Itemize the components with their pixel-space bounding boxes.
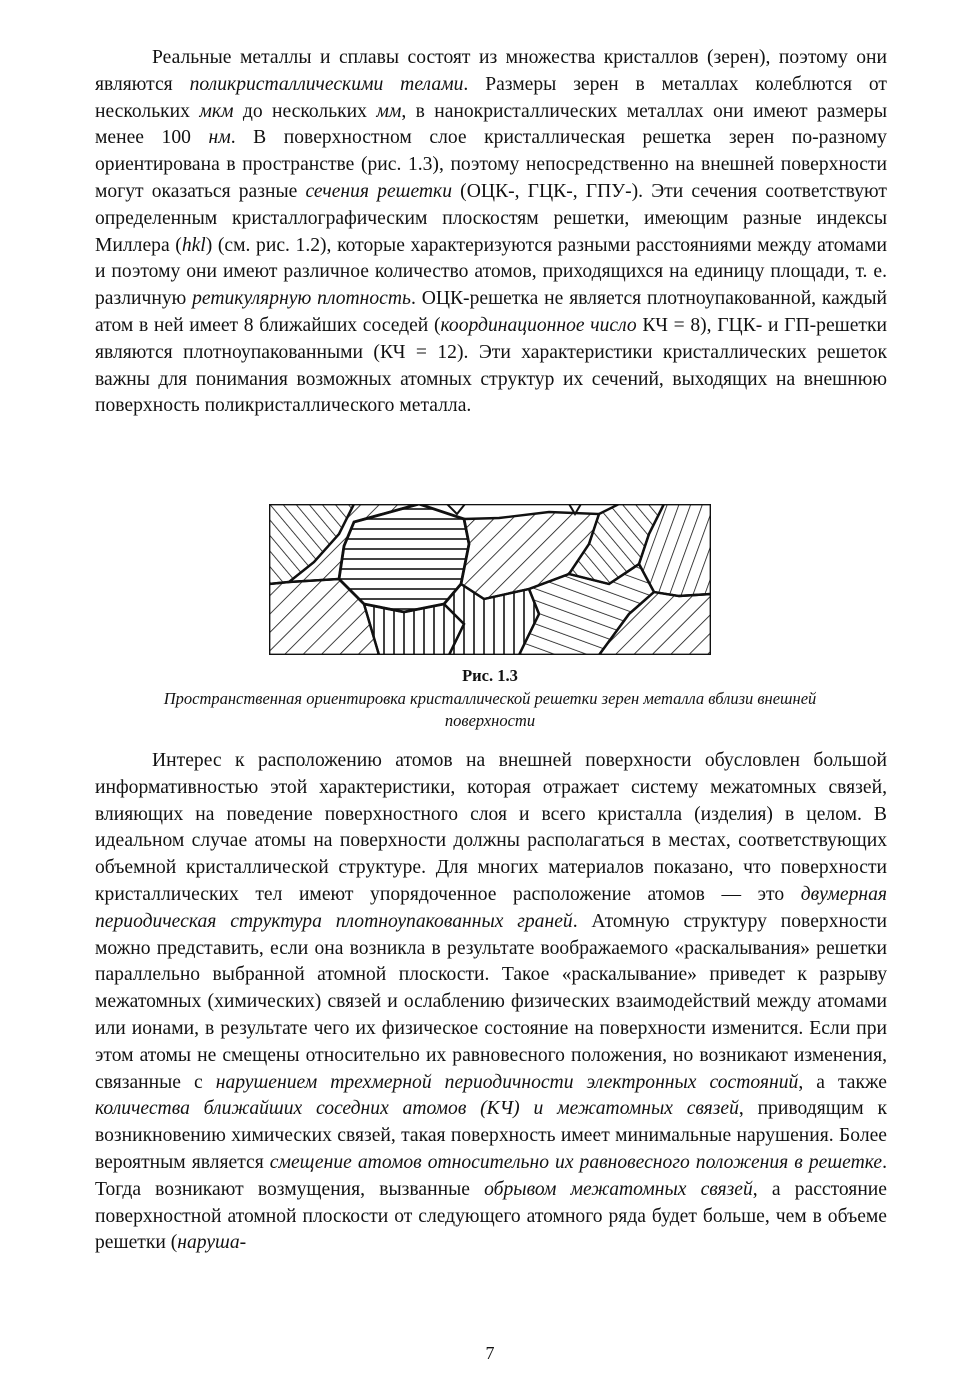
text-run: , а расстояние поверхностной атомной плоскости от следующего атомного ряда будет больше, чем в объеме решетки (	[95, 1178, 887, 1254]
text-run: до нескольких	[233, 100, 377, 122]
text-run: ) (см. рис. 1.2), которые характеризуются разными расстояниями между атомами и поэтому они имеют различное количество атомов, приходящихся на единицу площади, т. е. различную	[95, 234, 887, 310]
figure-label: Рис. 1.3	[462, 666, 518, 685]
text-run: , в нанокристаллических металлах они имеют размеры менее 100	[95, 100, 887, 149]
italic-term: сечения решетки	[305, 180, 453, 202]
figure-caption: Пространственная ориентировка кристаллической решетки зерен металла вблизи внешней поверхности	[163, 689, 817, 730]
italic-term: смещение атомов относительно их равновесного положения в решетке	[269, 1151, 883, 1173]
text-run: КЧ = 8), ГЦК- и ГП-решетки являются плотноупакованными (КЧ = 12). Эти характеристики кристаллических решеток важны для понимания возможных атомных структур их сечений, выходящих на внешнюю поверхность поликристаллического металла.	[95, 314, 887, 417]
text-run: . Тогда возникают возмущения, вызванные	[95, 1151, 888, 1200]
italic-term: мкм	[199, 100, 234, 122]
italic-term: мм	[376, 100, 402, 122]
text-run: (ОЦК-, ГЦК-, ГПУ-). Эти сечения соответствуют определенным кристаллографическим плоскостям решетки, имеющим разные индексы Миллера (	[95, 180, 887, 256]
figure-grain-structure	[269, 504, 711, 655]
paragraph-1-text	[95, 45, 887, 420]
text-run: . Размеры зерен в металлах колеблются от нескольких	[95, 73, 887, 122]
italic-term: hkl	[181, 234, 206, 256]
grain	[364, 604, 464, 655]
paragraph-1	[95, 45, 887, 420]
text-run: Интерес к расположению атомов на внешней поверхности обусловлен большой информативностью этой характеристики, которая отражает систему межатомных связей, влияющих на поведение поверхностного слоя и всего кристалла (изделия) в целом. В идеальном случае атомы на поверхности должны располагаться в местах, соответствующих объемной кристаллической структуре. Для многих материалов показано, что поверхности кристаллических тел имеют упорядоченное расположение атомов — это	[95, 750, 887, 905]
italic-term: двумерная периодическая структура плотноупакованных граней	[95, 883, 887, 932]
text-run: . ОЦК-решетка не является плотноупакованной, каждый атом в ней имеет 8 ближайших соседей (	[95, 288, 887, 336]
paragraph-2-text	[95, 748, 887, 1257]
italic-term: обрывом межатомных связей	[484, 1178, 753, 1200]
italic-term: нарушением трехмерной периодичности электронных состояний	[215, 1071, 799, 1093]
italic-term: нм	[208, 127, 231, 149]
text-run: , приводящим к возникновению химических связей, такая поверхность имеет минимальные нарушения. Более вероятным является	[95, 1098, 887, 1173]
italic-term: количества ближайших соседних атомов (КЧ) и межатомных связей	[95, 1098, 739, 1120]
grain-illustration	[269, 504, 711, 655]
italic-term: координационное число	[440, 314, 637, 336]
text-run: . Атомную структуру поверхности можно представить, если она возникла в результате воображаемого «раскалывания» решетки параллельно выбранной атомной плоскости. Такое «раскалывание» приведет к разрыву межатомных (химических) связей и ослаблению физических взаимодействий между атомами или ионами, в результате чего их физическое состояние на поверхности изменится. Если при этом атомы не смещены относительно их равновесного положения, но возникают изменения, связанные с	[95, 910, 888, 1093]
italic-term: наруша-	[177, 1232, 247, 1254]
italic-term: ретикулярную плотность	[192, 288, 411, 310]
text-run: . В поверхностном слое кристаллическая решетка зерен по-разному ориентирована в пространстве (рис. 1.3), поэтому непосредственно на внешней поверхности могут оказаться разные	[95, 127, 887, 202]
text-run: , а также	[798, 1071, 887, 1093]
text-run: Реальные металлы и сплавы состоят из множества кристаллов (зерен), поэтому они являются	[95, 47, 887, 95]
italic-term: поликристаллическими телами	[189, 73, 464, 95]
paragraph-2	[95, 748, 887, 1257]
page-number: 7	[485, 1343, 495, 1363]
